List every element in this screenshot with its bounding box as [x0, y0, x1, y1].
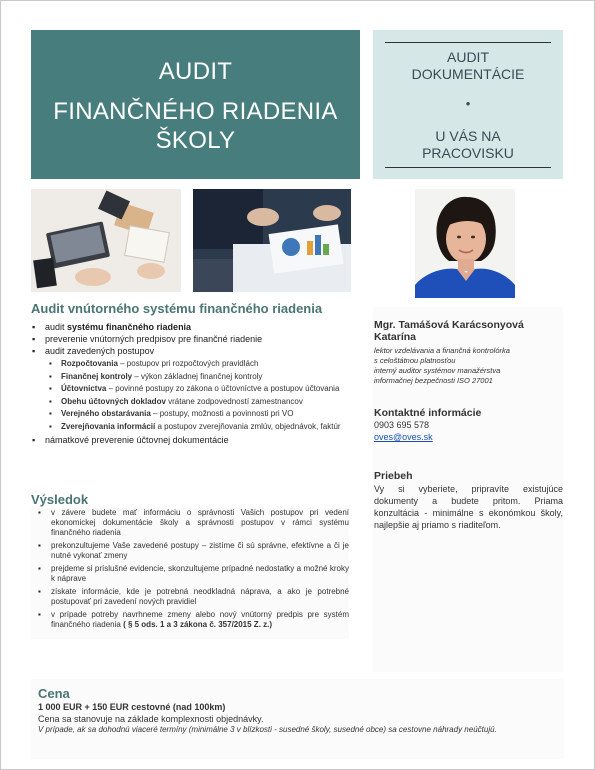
audit-subitem-text: – výkon základnej finančnej kontroly	[132, 371, 263, 381]
result-item: ▪ prekonzultujeme Vaše zavedené postupy – zistíme či sú správne, efektívne a či je nutné vykonať zmeny	[31, 541, 349, 561]
side-banner	[373, 30, 563, 179]
contact-role: lektor vzdelávania a finančná kontrolórka	[374, 346, 510, 355]
side-line-3: U VÁS NA	[435, 128, 501, 144]
laptop-notebooks-illustration	[31, 189, 181, 292]
result-item-last-bold: ( § 5 ods. 1 a 3 zákona č. 357/2015 Z. z.)	[123, 620, 273, 629]
title-banner	[31, 30, 360, 179]
audit-item-4	[31, 434, 351, 446]
price-amount: 1 000 EUR + 150 EUR cestovné (nad 100km)	[38, 702, 226, 712]
audit-subitem-bold: Verejného obstarávania	[61, 409, 151, 418]
result-item: ▪ získate informácie, kde je potrebná neodkladná náprava, a ako je potrebné postupovať pri zavedení nových pravidiel	[31, 587, 349, 607]
side-text-top	[373, 49, 563, 83]
laptop-notebooks-photo	[31, 189, 181, 292]
title-line-2: FINANČNÉHO RIADENIA	[53, 98, 338, 125]
audit-subitem-text: vrátane zodpovedností zamestnancov	[165, 396, 303, 406]
audit-item-3-text: audit zavedených postupov	[45, 346, 155, 356]
title-lines-2-3	[31, 97, 360, 155]
contact-name: Mgr. Tamášová Karácsonyová Katarína	[374, 319, 524, 343]
audit-subitem-bold: Finančnej kontroly	[61, 371, 133, 381]
result-item: ▪ prejdeme si príslušné evidencie, skonzultujeme prípadné nedostatky a možné kroky k náprave	[31, 564, 349, 584]
audit-subitem-text: – postupy, možnosti a povinnosti pri VO	[150, 409, 294, 418]
side-bullet: •	[465, 96, 471, 111]
audit-subitem	[45, 397, 351, 408]
side-line-1: AUDIT	[447, 49, 489, 65]
audit-item-2	[31, 333, 351, 345]
side-line-2: DOKUMENTÁCIE	[411, 66, 525, 82]
side-text-bottom	[373, 128, 563, 162]
price-note: Cena sa stanovuje na základe komplexnosti objednávky.	[38, 714, 264, 724]
audit-subitem	[45, 384, 351, 395]
audit-subitem-text: – postupov pri rozpočtových pravidlách	[117, 359, 259, 368]
side-line-4: PRACOVISKU	[422, 145, 514, 161]
contact-roles	[374, 346, 564, 386]
price-title: Cena	[38, 686, 70, 701]
result-list	[31, 508, 349, 639]
result-item: ▪ v závere budete mať informáciu o správnosti Vašich postupov pri vedení ekonomickej dokumentácie školy a správnosti postupov v rámci systému finančného riadenia	[31, 508, 349, 538]
process-title: Priebeh	[374, 470, 413, 482]
audit-item-1-bold: systému finančného riadenia	[67, 322, 192, 332]
contact-phone: 0903 695 578	[374, 420, 430, 430]
audit-subitem-text: a postupov zverejňovania zmlúv, objednávok, faktúr	[155, 421, 341, 431]
contact-role: s celoštátnou platnosťou	[374, 356, 456, 365]
portrait-photo	[415, 189, 515, 298]
portrait-illustration	[415, 189, 515, 298]
audit-sublist	[45, 359, 351, 432]
price-travel-note: V prípade, ak sa dohodnú viaceré termíny (minimálne 3 v blízkosti - susedné školy, susedné obce) sa cestovne náhrady neúčtujú.	[38, 725, 497, 734]
audit-subitem	[45, 409, 351, 420]
result-section-title: Výsledok	[31, 492, 89, 507]
business-documents-illustration	[193, 189, 351, 292]
result-item-last-text: v prípade potreby navrhneme zmeny alebo nový vnútorný predpis pre systém finančného riadenia	[51, 610, 349, 629]
side-rule-bottom	[385, 167, 551, 168]
audit-item-1-text: audit	[45, 322, 68, 332]
result-item-last	[31, 610, 349, 630]
audit-subitem-bold: Účtovnictva	[61, 384, 107, 393]
audit-subitem-bold: Rozpočtovania	[61, 359, 118, 368]
audit-subitem	[45, 372, 351, 383]
audit-list	[31, 321, 351, 446]
audit-subitem-bold: Zverejňovania informácií	[61, 421, 156, 431]
contact-role: interný auditor systémov manažérstva	[374, 366, 501, 375]
audit-subitem-bold: Obehu účtovných dokladov	[61, 396, 166, 406]
process-text: Vy si vyberiete, pripravíte existujúce dokumenty a budete pritom. Priama konzultácia - minimálne s ekonómkou školy, najlepšie aj priamo s riaditeľom.	[374, 484, 563, 530]
contact-email-link[interactable]: oves@oves.sk	[374, 432, 433, 442]
audit-subitem	[45, 422, 351, 433]
contact-info-title: Kontaktné informácie	[374, 407, 482, 419]
audit-subitem-text: – povinné postupy zo zákona o účtovníctve a postupov účtovania	[106, 384, 340, 393]
audit-section-title: Audit vnútorného systému finančného riadenia	[31, 301, 323, 316]
title-line-1: AUDIT	[158, 58, 233, 85]
business-documents-photo	[193, 189, 351, 292]
audit-item-4-text: námatkové preverenie účtovnej dokumentácie	[45, 435, 229, 445]
audit-section	[31, 301, 351, 316]
audit-item-2-text: preverenie vnútorných predpisov pre finančné riadenie	[45, 334, 263, 344]
side-rule-top	[385, 42, 551, 43]
audit-item-1	[31, 321, 351, 333]
audit-item-3	[31, 345, 351, 432]
title-line-3: ŠKOLY	[155, 127, 236, 154]
contact-role: informačnej bezpečnosti ISO 27001	[374, 376, 493, 385]
audit-subitem	[45, 359, 351, 370]
